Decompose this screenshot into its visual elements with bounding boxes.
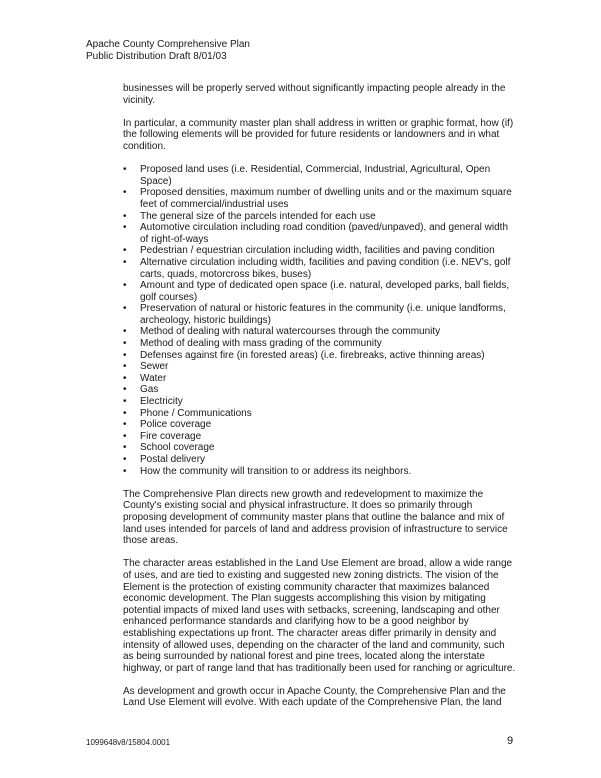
paragraph-continuation: businesses will be properly served without significantly impacting people already in the vicinity.	[123, 83, 506, 106]
paragraph-character-areas: The character areas established in the Land Use Element are broad, allow a wide range of uses, and are tied to existing and suggested new zoning districts. The vision of the Element is the protection of existing community character that maximizes balanced economic development. The Plan suggests accomplishing this vision by mitigating potential impacts of mixed land uses with setbacks, screening, landscaping and other enhanced performance standards and clarifying how to be a good neighbor by establishing expectations up front. The character areas differ primarily in density and intensity of allowed uses, depending on the character of the land and community, such as being surrounded by national forest and pine trees, located along the interstate highway, or part of range land that has traditionally been used for ranching or agriculture.	[123, 558, 516, 674]
paragraph-evolution: As development and growth occur in Apache County, the Comprehensive Plan and the Land Use Element will evolve. With each update of the Comprehensive Plan, the land	[123, 685, 506, 709]
footer-document-id: 1099648v8/15804.0001	[86, 738, 171, 747]
list-item-text: Electricity	[140, 396, 183, 408]
body-content	[123, 83, 518, 721]
bullet-icon: •	[123, 430, 127, 442]
list-item	[123, 222, 518, 245]
bullet-icon: •	[123, 164, 127, 176]
master-plan-elements-list	[123, 164, 518, 477]
list-item	[123, 442, 518, 454]
paragraph-growth-direction: The Comprehensive Plan directs new growth and redevelopment to maximize the County's existing social and physical infrastructure. It does so primarily through proposing development of community master plans that outline the balance and mix of land uses intended for parcels of land and address provision of infrastructure to service those areas.	[123, 488, 508, 547]
list-item-text: Alternative circulation including width, facilities and paving condition (i.e. NEV's, golf carts, quads, motorcross bikes, buses)	[140, 256, 511, 280]
bullet-icon: •	[123, 349, 127, 361]
list-item-text: Gas	[140, 384, 159, 396]
list-item	[123, 211, 518, 223]
list-item	[123, 454, 518, 466]
list-item	[123, 384, 518, 396]
list-item	[123, 361, 518, 373]
list-item-text: Phone / Communications	[140, 407, 252, 419]
bullet-icon: •	[123, 384, 127, 396]
header-title: Apache County Comprehensive Plan	[86, 39, 250, 50]
list-item	[123, 408, 518, 420]
bullet-icon: •	[123, 280, 127, 292]
bullet-icon: •	[123, 465, 127, 477]
list-item-text: The general size of the parcels intended for each use	[140, 210, 376, 222]
bullet-icon: •	[123, 245, 127, 257]
list-item	[123, 338, 518, 350]
list-item-text: How the community will transition to or address its neighbors.	[140, 465, 412, 477]
bullet-icon: •	[123, 338, 127, 350]
list-item-text: Proposed densities, maximum number of dwelling units and or the maximum square feet of commercial/industrial uses	[140, 187, 512, 210]
bullet-icon: •	[123, 407, 127, 419]
bullet-icon: •	[123, 210, 127, 222]
list-item	[123, 350, 518, 362]
bullet-icon: •	[123, 222, 127, 234]
bullet-icon: •	[123, 396, 127, 408]
list-item-text: Proposed land uses (i.e. Residential, Commercial, Industrial, Agricultural, Open Space)	[140, 164, 491, 187]
list-item-text: Defenses against fire (in forested areas) (i.e. firebreaks, active thinning areas)	[140, 349, 485, 361]
header-draft-line: Public Distribution Draft 8/01/03	[86, 50, 227, 62]
list-item-text: Automotive circulation including road condition (paved/unpaved), and general width of right-of-ways	[140, 222, 509, 245]
list-item	[123, 431, 518, 443]
list-item	[123, 245, 518, 257]
list-item-text: Police coverage	[140, 419, 212, 431]
page-header	[86, 39, 250, 62]
list-item	[123, 164, 518, 187]
footer-page-number: 9	[507, 735, 514, 747]
bullet-icon: •	[123, 454, 127, 465]
list-item-text: Sewer	[140, 361, 169, 373]
bullet-icon: •	[123, 187, 127, 199]
list-item-text: Fire coverage	[140, 430, 202, 442]
bullet-icon: •	[123, 419, 127, 431]
list-item-text: Water	[140, 372, 167, 384]
list-item-text: Method of dealing with natural watercourses through the community	[140, 326, 441, 338]
list-item	[123, 257, 518, 280]
list-item-text: Postal delivery	[140, 454, 206, 465]
bullet-icon: •	[123, 442, 127, 454]
list-item	[123, 396, 518, 408]
list-item	[123, 373, 518, 385]
list-item	[123, 280, 518, 303]
bullet-icon: •	[123, 303, 127, 315]
list-item-text: Preservation of natural or historic features in the community (i.e. unique landforms, archeology, historic buildings)	[140, 303, 506, 326]
list-item	[123, 326, 518, 338]
list-item	[123, 466, 518, 478]
list-item	[123, 187, 518, 210]
list-item	[123, 303, 518, 326]
bullet-icon: •	[123, 372, 127, 384]
list-item	[123, 419, 518, 431]
bullet-icon: •	[123, 361, 127, 373]
bullet-icon: •	[123, 326, 127, 338]
bullet-icon: •	[123, 256, 127, 268]
paragraph-master-plan-intro: In particular, a community master plan shall address in written or graphic format, how (if) the following elements will be provided for future residents or landowners and in what condition.	[123, 117, 514, 152]
list-item-text: School coverage	[140, 442, 215, 454]
list-item-text: Pedestrian / equestrian circulation including width, facilities and paving condition	[140, 245, 495, 257]
list-item-text: Amount and type of dedicated open space (i.e. natural, developed parks, ball fields, golf courses)	[140, 280, 510, 303]
list-item-text: Method of dealing with mass grading of the community	[140, 338, 382, 350]
